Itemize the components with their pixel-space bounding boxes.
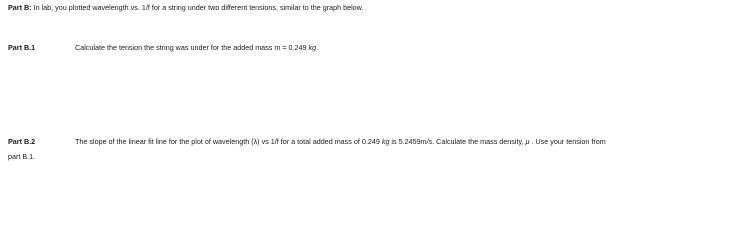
- part-b1-question: [75, 43, 318, 52]
- part-b2-text-mid2: . Calculate the mass density,: [432, 137, 526, 146]
- part-b1-text-before: Calculate the tension the string was under for the added mass m = 0.249: [75, 43, 309, 52]
- part-b2-unit-ms: m/s: [420, 137, 433, 146]
- part-b1-unit: kg: [308, 43, 317, 52]
- part-b2-question: [75, 137, 606, 146]
- part-b2-text-mid: is 5.2459: [389, 137, 421, 146]
- part-b2-continuation: part B.1.: [8, 152, 36, 161]
- part-b2-unit-kg: kg: [381, 137, 390, 146]
- part-b2-label: Part B.2: [8, 137, 36, 146]
- part-b1-text-after: .: [316, 43, 319, 52]
- part-b2-text-before: The slope of the linear fit line for the plot of wavelength (λ) vs 1/f for a total added mass of 0.249: [75, 137, 382, 146]
- intro-text: [8, 3, 363, 12]
- mu-symbol: μ: [525, 137, 530, 146]
- intro-body: In lab, you plotted wavelength vs. 1/f for a string under two different tensions, similar to the graph below.: [31, 3, 364, 12]
- intro-label: Part B:: [8, 3, 32, 12]
- part-b2-text-after: . Use your tension from: [529, 137, 606, 146]
- part-b1-label: Part B.1: [8, 43, 36, 52]
